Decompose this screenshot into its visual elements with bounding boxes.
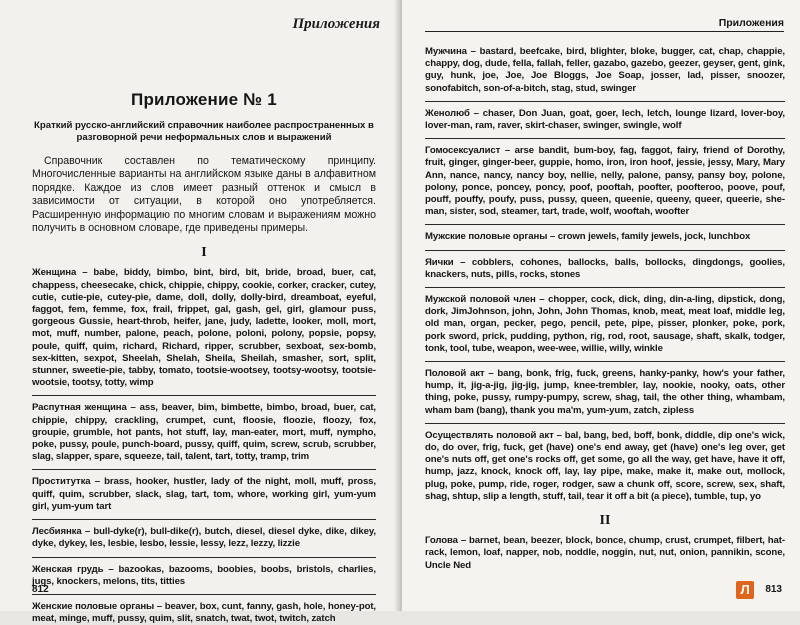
entry-divider xyxy=(32,519,376,520)
entry-dash: – xyxy=(130,402,136,414)
entry-dash: – xyxy=(156,600,163,612)
entry-dash: – xyxy=(539,294,545,306)
entry-homosexual xyxy=(425,145,785,218)
appendix-subtitle: Краткий русско-английский справочник наиболее распространенных в разговорной речи неформальных слов и выражений xyxy=(34,120,374,143)
entry-dash: – xyxy=(556,429,562,441)
entry-dash: – xyxy=(94,476,100,488)
entry-dash: – xyxy=(84,526,91,538)
entry-dash: – xyxy=(549,231,556,243)
entry-divider xyxy=(32,395,376,396)
entry-divider xyxy=(425,250,785,251)
entry-term: Лесбиянка xyxy=(32,526,82,538)
entry-divider xyxy=(32,594,376,595)
entry-female-organs xyxy=(32,601,376,625)
intro-paragraph: Справочник составлен по тематическому принципу. Многочисленные варианты на английском языке даны в алфавитном порядке. Каждое из слов имеет разный оттенок и смысл в зависимости от ситуации, в которой оно употребляется. Расширенную информацию по многим словам и выражениям можно получить в основном словаре, где приведены примеры. xyxy=(32,155,376,235)
entry-dash: – xyxy=(108,563,114,575)
entry-divider xyxy=(425,101,785,102)
page-number-right: 813 xyxy=(765,584,782,595)
entry-dash: – xyxy=(488,368,494,380)
entry-term: Женская грудь xyxy=(32,563,104,575)
entry-words: bazookas, bazooms, boobies, boobs, bristols, charlies, jugs, knockers, melons, tits, titties xyxy=(32,563,376,587)
entry-term: Гомосексуалист xyxy=(425,145,501,157)
entry-loose-woman xyxy=(32,402,376,463)
entry-male-organs xyxy=(425,231,785,243)
appendix-title: Приложение № 1 xyxy=(131,90,277,109)
entry-term: Мужские половые органы xyxy=(425,231,548,243)
entry-lesbian xyxy=(32,526,376,550)
entry-dash: – xyxy=(473,107,479,119)
entry-words: bastard, beefcake, bird, blighter, bloke, bugger, cat, chap, chappie, chappy, dog, dude, fella, fallah, feller, gazabo, gazebo, geezer, geyser, gent, gink, guy, hunk, joe, Joe, Joe Bloggs, Joe Soap, josser, lad, pisser, snoozer, sonofabitch, son-of-a-bitch, stag, stud, swinger xyxy=(425,46,786,94)
entry-breasts xyxy=(32,564,376,588)
entry-divider xyxy=(425,423,785,424)
entry-penis xyxy=(425,294,785,355)
entry-head xyxy=(425,535,785,572)
entry-term: Женщина xyxy=(32,267,77,279)
entry-dash: – xyxy=(82,267,88,279)
entry-divider xyxy=(425,224,785,225)
section-numeral-one: I xyxy=(201,245,207,261)
entry-prostitute xyxy=(32,476,376,513)
entry-words: chaser, Don Juan, goat, goer, lech, letch, lounge lizard, lover-boy, lover-man, ram, raver, skirt-chaser, swinger, swingle, wolf xyxy=(425,107,785,132)
page-number-left: 812 xyxy=(32,584,49,595)
entry-words: ass, beaver, bim, bimbette, bimbo, broad, buer, cat, chippie, chippy, crackling, crumpet, cunt, floosie, floozie, floozy, fox, groupie, grumble, hot pants, hot stuff, lay, man-eater, mort, muff, nympho, poke, pussy, poule, punch-board, pussy, quiff, quim, screw, scrub, scrubber, slag, slapper, spare, squeeze, tail, talent, tart, totty, tramp, trim xyxy=(32,402,376,463)
entry-term: Половой акт xyxy=(425,368,485,380)
entry-words: beaver, box, cunt, fanny, gash, hole, honey-pot, meat, minge, muff, pussy, quim, slit, snatch, twat, twot, twitch, zatch xyxy=(32,600,376,625)
entry-divider xyxy=(32,557,376,558)
entry-words: arse bandit, bum-boy, fag, faggot, fairy, friend of Dorothy, fruit, ginger, ginger-beer, guppie, homo, iron, iron hoof, jessie, jessy, Mary, Mary Ann, nance, nancy, nancy boy, nellie, nelly, palone, pansy, pansy boy, polone, polony, ponce, poncey, poncy, poof, pooftah, poofter, poofteroo, poove, pouf, pouff, pouffy, poufy, puss, pussy, queen, queenie, queeny, queer, queerie, she-man, sister, sod, steamer, tart, trade, wolf, wooftah, woofter xyxy=(425,145,785,218)
left-page xyxy=(0,0,398,625)
entry-man xyxy=(425,46,785,95)
entry-words: bal, bang, bed, boff, bonk, diddle, dip one's wick, do, do over, frig, fuck, get (have) one's end away, get (have) one's leg over, get one's nuts off, get one's rocks off, get some, go all the way, get have, have it off, hump, jazz, knock, knock off, lay, lay pipe, make, make it, make out, mollock, plug, poke, pump, ride, roger, rodger, saw a chunk off, score, screw, sex, shaft, shag, shtup, slip a length, stuff, tail, tear it off a bit (a piece), tumble, tup, yo xyxy=(425,429,785,502)
entry-words: bang, bonk, frig, fuck, greens, hanky-panky, how's your father, hump, it, jig-a-jig, jig-jig, jump, knee-trembler, lay, nookie, nooky, oats, other thing, poke, pussy, rumpy-pumpy, screw, shag, tail, the other thing, whambam, wham bam (bang), thank you ma'm, yum-yum, zatch, zipless xyxy=(425,368,785,416)
right-page xyxy=(402,0,800,611)
entry-term: Мужской половой член xyxy=(425,294,536,306)
entry-divider xyxy=(425,361,785,362)
entry-words: babe, biddy, bimbo, bint, bird, bit, bride, broad, buer, cat, chappess, cheesecake, chick, chippie, chippy, cookie, corker, cracker, cutey, cutie, cutie-pie, cutey-pie, dame, doll, dolly, dolly-bird, dreamboat, eyeful, faggot, fem, femme, fox, frail, frippet, gal, gash, gel, girl, glamour puss, gorgeous Gussie, heart-throb, heifer, jane, judy, ladette, looker, moll, mort, mot, muff, number, palone, peach, polone, poloni, polony, popsie, popsy, poule, quiff, quim, richard, Richard, ripper, scrubber, sexboat, sex-bomb, sex-kitten, sexpot, Sheelah, Shelah, Sheila, Sheilah, smasher, sort, split, stunner, sweetie-pie, tabby, tomato, tootsie-wootsey, tootsy-wootsy, tootsie-wootsie, tootsy, totty, wimp xyxy=(32,267,376,389)
entry-term: Женские половые органы xyxy=(32,600,155,612)
publisher-logo-icon: Л xyxy=(736,581,754,599)
entry-womanizer xyxy=(425,108,785,132)
left-column xyxy=(32,90,376,625)
entry-term: Голова xyxy=(425,535,458,547)
entry-words: barnet, bean, beezer, block, bonce, chump, crust, crumpet, filbert, hat-rack, lemon, loaf, napper, nob, noddle, noggin, nut, nut, onion, pannikin, scone, Uncle Ned xyxy=(425,535,785,571)
entry-woman xyxy=(32,267,376,389)
entry-term: Осуществлять половой акт xyxy=(425,429,554,441)
entry-term: Женолюб xyxy=(425,107,470,119)
running-head-left: Приложения xyxy=(292,16,380,32)
entry-intercourse xyxy=(425,368,785,417)
entry-dash: – xyxy=(504,145,511,157)
entry-divider xyxy=(32,469,376,470)
entry-words: chopper, cock, dick, ding, din-a-ling, dipstick, dong, dork, JimJohnson, john, John, John Thomas, knob, meat, meat loaf, middle leg, old man, organ, pecker, pego, pencil, pete, pipe, pisser, plonker, poke, pork, pork sword, prick, pudding, python, rig, rod, root, sausage, shaft, skalk, todger, tonk, tool, tube, weapon, wee-wee, willie, willy, winkle xyxy=(425,294,785,354)
entry-words: crown jewels, family jewels, jock, lunchbox xyxy=(557,231,751,243)
section-numeral-two: II xyxy=(599,513,611,529)
entry-divider xyxy=(425,138,785,139)
entry-words: brass, hooker, hustler, lady of the night, moll, muff, pross, quiff, quim, scrubber, slack, slag, tart, tom, whore, working girl, yum-yum girl, yum-yum tart xyxy=(32,476,376,512)
entry-words: cobblers, cohones, ballocks, balls, bollocks, dingdongs, goolies, knackers, nuts, pills, rocks, stones xyxy=(425,256,785,280)
entry-term: Проститутка xyxy=(32,476,91,488)
right-column xyxy=(425,46,785,572)
entry-term: Яички xyxy=(425,256,454,268)
entry-testicles xyxy=(425,257,785,281)
entry-term: Распутная женщина xyxy=(32,402,127,414)
running-head-right: Приложения xyxy=(425,17,784,32)
entry-dash: – xyxy=(460,535,467,547)
entry-term: Мужчина xyxy=(425,46,467,57)
entry-have-intercourse xyxy=(425,430,785,503)
entry-divider xyxy=(425,287,785,288)
entry-dash: – xyxy=(470,46,476,57)
entry-dash: – xyxy=(460,256,466,268)
entry-words: bull-dyke(r), bull-dike(r), butch, diesel, diesel dyke, dike, dikey, dyke, dykey, les, lesbie, lesbo, lessie, lessy, lezz, lezzy, lizzie xyxy=(32,526,376,550)
